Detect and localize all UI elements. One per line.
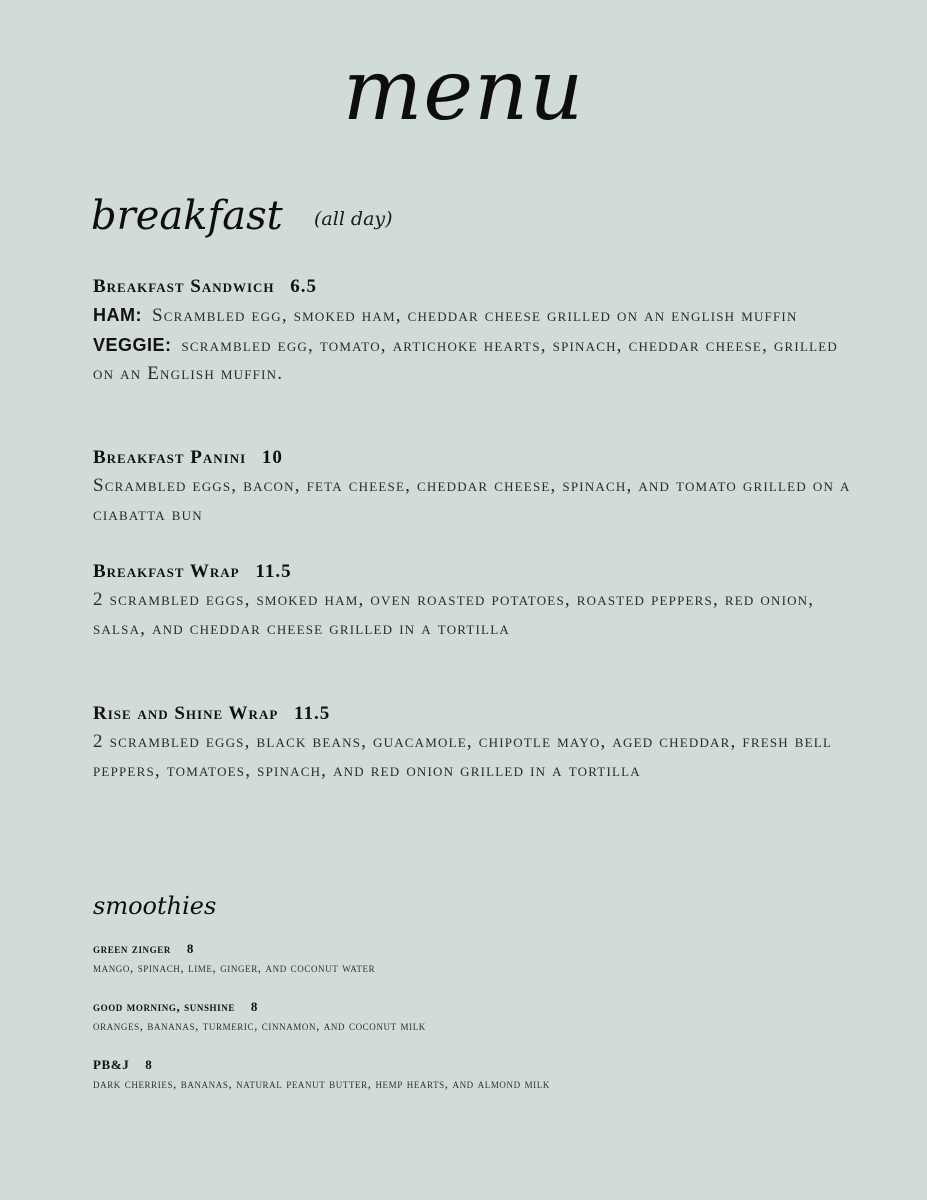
item-title — [93, 444, 853, 472]
item-name: Breakfast Wrap — [93, 561, 240, 582]
item-description: Scrambled eggs, bacon, feta cheese, cheddar cheese, spinach, and tomato grilled on a ciabatta bun — [93, 475, 851, 525]
item-title — [93, 700, 853, 728]
breakfast-note: (all day) — [314, 208, 393, 230]
smoothie-description: dark cherries, bananas, natural peanut butter, hemp hearts, and almond milk — [93, 1076, 550, 1091]
smoothie-description: mango, spinach, lime, ginger, and coconut water — [93, 960, 376, 975]
smoothie-item-good-morning-sunshine — [93, 997, 853, 1035]
smoothie-name: PB&J — [93, 1057, 130, 1072]
smoothie-title — [93, 939, 853, 959]
item-price: 10 — [261, 447, 283, 468]
item-name: Rise and Shine Wrap — [93, 703, 279, 724]
smoothies-heading: smoothies — [93, 892, 217, 920]
item-description: 2 scrambled eggs, black beans, guacamole, chipotle mayo, aged cheddar, fresh bell peppers, tomatoes, spinach, and red onion grilled in a tortilla — [93, 731, 833, 781]
menu-item-breakfast-sandwich — [93, 273, 853, 389]
smoothie-description: oranges, bananas, turmeric, cinnamon, and coconut milk — [93, 1018, 426, 1033]
smoothie-price: 8 — [186, 941, 194, 956]
menu-item-breakfast-panini — [93, 444, 853, 529]
item-name: Breakfast Sandwich — [93, 276, 275, 297]
item-variant-ham — [93, 301, 853, 331]
item-title — [93, 273, 853, 301]
smoothie-name: green zinger — [93, 941, 171, 956]
smoothie-name: good morning, sunshine — [93, 999, 235, 1014]
variant-description: Scrambled egg, smoked ham, cheddar cheese grilled on an english muffin — [151, 305, 798, 326]
smoothie-item-green-zinger — [93, 939, 853, 977]
smoothie-title — [93, 1055, 853, 1075]
item-price: 6.5 — [290, 276, 318, 297]
item-name: Breakfast Panini — [93, 447, 247, 468]
smoothie-price: 8 — [250, 999, 258, 1014]
smoothie-item-pbj — [93, 1055, 853, 1093]
menu-item-rise-and-shine-wrap — [93, 700, 853, 785]
item-title — [93, 558, 853, 586]
smoothie-price: 8 — [145, 1057, 153, 1072]
smoothie-title — [93, 997, 853, 1017]
breakfast-heading: breakfast — [91, 193, 283, 239]
page-title: menu — [342, 41, 585, 139]
item-price: 11.5 — [294, 703, 331, 724]
item-price: 11.5 — [255, 561, 292, 582]
menu-item-breakfast-wrap — [93, 558, 853, 643]
item-variant-veggie — [93, 331, 853, 389]
variant-description: scrambled egg, tomato, artichoke hearts, spinach, cheddar cheese, grilled on an English muffin. — [93, 334, 838, 384]
variant-label: VEGGIE: — [93, 334, 172, 355]
variant-label: HAM: — [93, 305, 142, 325]
item-description: 2 scrambled eggs, smoked ham, oven roasted potatoes, roasted peppers, red onion, salsa, and cheddar cheese grilled in a tortilla — [93, 589, 815, 639]
